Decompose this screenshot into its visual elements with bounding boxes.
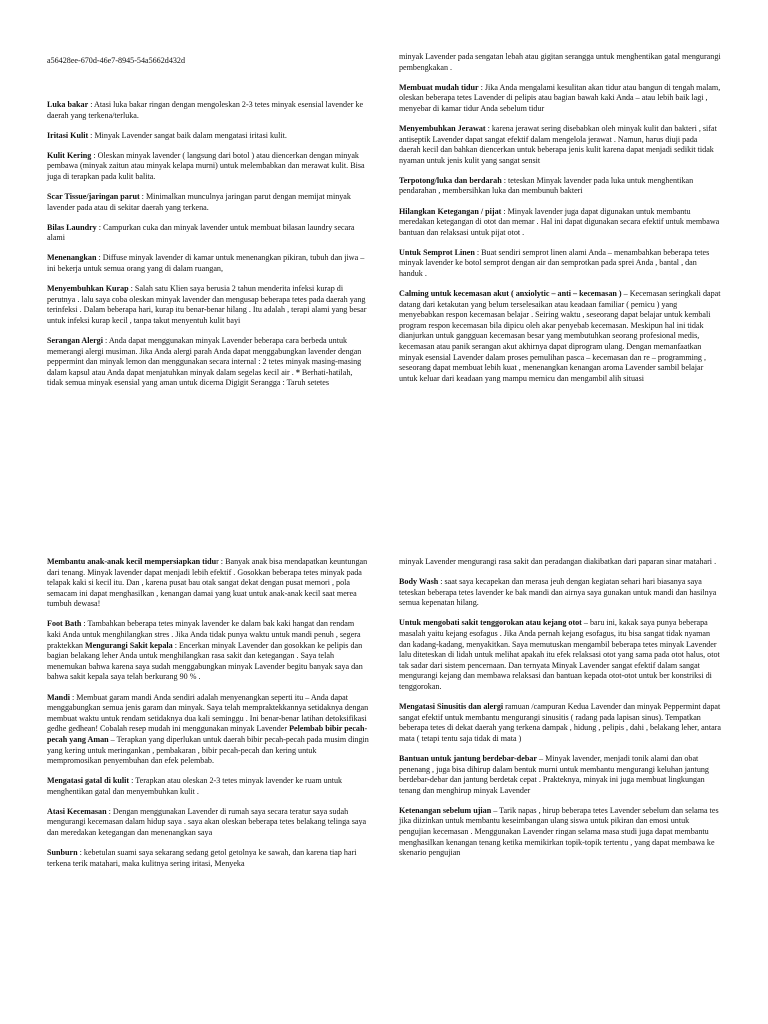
paragraph-heading: Atasi Kecemasan <box>47 806 107 816</box>
paragraph-heading-2: Pelembab bibir pecah-pecah yang Aman <box>47 724 368 744</box>
paragraph <box>47 192 369 213</box>
paragraph <box>47 131 369 142</box>
paragraph-heading: Mandi <box>47 692 70 702</box>
paragraph <box>399 52 721 73</box>
paragraph <box>47 693 369 767</box>
paragraph-text: : Tambahkan beberapa tetes minyak lavender ke dalam bak kaki hangat dan rendam kaki Anda untuk menghilangkan stres . Jika Anda tidak punya waktu untuk mandi penuh , segera praktekkan <box>47 619 361 650</box>
paragraph-heading-2: Mengurangi Sakit kepala <box>84 640 173 650</box>
paragraph-heading: Calming untuk kecemasan akut ( anxiolytic – anti – kecemasan ) <box>399 289 622 299</box>
paragraph <box>47 223 369 244</box>
paragraph-text: : Membuat garam mandi Anda sendiri adalah menyenangkan seperti itu – Anda dapat menggabungkan semua jenis garam dan minyak. Saya telah mempraktekkannya setidaknya dengan membuat waktu untuk rendam setidaknya dua kali seminggu . Ini benar-benar latihan detoksifikasi gedhe gedhean! Cobalah resep mudah ini menggunakan minyak Lavender <box>47 692 369 734</box>
paragraph-heading: Untuk mengobati sakit tenggorokan atau kejang otot <box>399 618 582 628</box>
paragraph-text: : Diffuse minyak lavender di kamar untuk menenangkan pikiran, tubuh dan jiwa – ini bekerja untuk semua orang yang di dalam ruangan, <box>47 253 365 274</box>
paragraph-text-2: Berhati-hatilah, tidak semua minyak esensial yang aman untuk dicerna Digigit Serangga : Taruh setetes <box>47 367 353 388</box>
paragraph-text: – Tarik napas , hirup beberapa tetes Lavender sebelum dan selama tes jika diizinkan untuk membantu keseimbangan ulang siswa untuk pikiran dan emosi untuk pengujian kecemasan . Menggunakan Lavender ringan selama masa studi juga dapat membantu menghasilkan kenangan tenang ketika memikirkan topik-topik tertentu , yang dapat membawa ke skenario pengujian <box>399 805 719 858</box>
paragraph <box>399 289 721 384</box>
paragraph-heading: Body Wash <box>399 577 439 587</box>
paragraph-heading: Mengatasi gatal di kulit <box>47 776 130 786</box>
paragraph-text: : Dengan menggunakan Lavender di rumah saya secara teratur saya sudah mengurangi kecemasan dalam hidup saya . saya akan oleskan beberapa tetes belakang telinga saya dan meredakan ketegangan dan menenangkan saya <box>47 806 367 838</box>
paragraph <box>399 618 721 692</box>
paragraph <box>399 124 721 166</box>
paragraph-heading: Mengatasi Sinusitis dan alergi <box>399 702 504 712</box>
paragraph-text: – baru ini, kakak saya punya beberapa masalah yaitu kejang esofagus . Jika Anda pernah kejang esofagus, itu bisa sangat tidak nyaman dan kadang-kadang, menyakitkan. Saya memutuskan mengambil beberapa tetes minyak Lavender lalu diteteskan di lidah untuk melihat apakah itu efek relaksasi otot yang sama pada otot halus, otot tak sadar dari sistem pencernaan. Dan ternyata Minyak Lavender sangat efektif dalam sangat mengurangi kejang dan membawa relaksasi dan bantuan kepada otot-otot untuk ber konstriksi di tenggorokan. <box>399 618 720 691</box>
paragraph <box>399 248 721 280</box>
paragraph-heading: Menyembuhkan Jerawat <box>399 123 486 133</box>
paragraph-heading-2: * <box>295 367 300 377</box>
paragraph <box>47 284 369 326</box>
paragraph-heading: Hilangkan Ketegangan / pijat <box>399 206 502 216</box>
paragraph-text: : Minyak Lavender sangat baik dalam mengatasi iritasi kulit. <box>88 130 287 140</box>
paragraph <box>47 336 369 389</box>
paragraph <box>47 100 369 121</box>
paragraph-text: minyak Lavender mengurangi rasa sakit dan peradangan diakibatkan dari paparan sinar matahari . <box>399 557 717 566</box>
paragraph-text: : Campurkan cuka dan minyak lavender untuk membuat bilasan laundry secara alami <box>47 222 355 243</box>
paragraph-text: : teteskan Minyak lavender pada luka untuk menghentikan pendarahan , membersihkan luka dan membunuh bakteri <box>399 175 694 196</box>
paragraph-text: : Atasi luka bakar ringan dengan mengoleskan 2-3 tetes minyak esensial lavender ke daerah yang terkena/terluka. <box>47 100 364 120</box>
paragraph-heading: Membuat mudah tidur <box>399 82 479 92</box>
paragraph-heading: Untuk Semprot Linen <box>399 247 475 257</box>
paragraph-heading: Luka bakar <box>47 100 89 109</box>
paragraph-text: minyak Lavender pada sengatan lebah atau gigitan serangga untuk menghentikan gatal mengurangi pembengkakan . <box>399 52 721 72</box>
paragraph-text-2: : Encerkan minyak Lavender dan gosokkan ke pelipis dan bagian belakang leher Anda untuk menghilangkan rasa sakit dan ketegangan . Saya telah menemukan bahwa karena saya sudah menggabungkan minyak Lavender begitu banyak saya dan bahwa sakit kepala saya telah berkurang 90 % . <box>47 640 363 682</box>
paragraph-heading: Menenangkan <box>47 253 97 263</box>
paragraph <box>399 577 721 609</box>
paragraph-text: : Salah satu Klien saya berusia 2 tahun menderita infeksi kurap di perutnya . lalu saya coba oleskan minyak lavender dan mengusap beberapa tetes pada daerah yang terinfeksi . Dalam beberapa hari, kurap itu benar-benar hilang . Itu adalah , terapi alami yang besar untuk infeksi kurap kecil , tanpa takut menyentuh kulit bayi <box>47 284 367 325</box>
paragraph <box>47 776 369 797</box>
paragraph <box>399 83 721 115</box>
paragraph-heading: Bilas Laundry <box>47 222 97 232</box>
paragraph-text: ramuan /campuran Kedua Lavender dan minyak Peppermint dapat sangat efektif untuk membantu mengurangi sinusitis ( radang pada lapisan sinus). Tempatkan beberapa tetes di dekat daerah yang terkena dampak , hidung , pelipis , dahi , belakang leher, antara mata ( tetapi tentu saja tidak di mata ) <box>399 702 721 743</box>
column-top-right <box>399 52 721 394</box>
paragraph <box>399 557 721 568</box>
paragraph <box>399 702 721 744</box>
paragraph-text: : saat saya kecapekan dan merasa jeuh dengan kegiatan sehari hari biasanya saya teteskan beberapa tetes lavender ke bak mandi dan airnya saya gunakan untuk mandi dan hasilnya semua kepenatan hilang. <box>399 577 717 608</box>
paragraph-text-2: – Terapkan yang diperlukan untuk daerah bibir pecah-pecah pada musim dingin yang kering untuk meringankan , pembakaran , bibir pecah-pecah dan kering untuk mempromosikan penyembuhan dan efek pelembab. <box>47 734 369 766</box>
paragraph-heading: Serangan Alergi <box>47 336 103 345</box>
paragraph <box>47 557 369 610</box>
column-bottom-right <box>399 557 721 868</box>
paragraph-heading: Terpotong/luka dan berdarah <box>399 175 502 185</box>
column-bottom-left <box>47 557 369 879</box>
paragraph-text: : Jika Anda mengalami kesulitan akan tidur atau bangun di tengah malam, oleskan beberapa tetes Lavender di pelipis atau bagian bawah kaki Anda – atau lebih baik lagi , menyebar di kamar tidur Anda sebelum tidur <box>399 82 721 113</box>
paragraph-heading: Scar Tissue/jaringan parut <box>47 192 140 202</box>
paragraph-text: r : Banyak anak bisa mendapatkan keuntungan dari tenang. Minyak lavender dapat menjadi lebih efektif . Gosokkan beberapa tetes minyak pada telapak kaki si kecil itu. Dan , karena pusat bau otak sangat dekat dengan pusat memori , pola semacam ini dapat menghasilkan , kenangan damai yang kuat untuk anak-anak kecil saat merea tumbuh dewasa! <box>47 557 368 609</box>
paragraph <box>47 807 369 839</box>
paragraph <box>399 207 721 239</box>
paragraph-text: : Minimalkan munculnya jaringan parut dengan memijat minyak lavender pada atau di sekitar daerah yang terkena. <box>47 192 351 212</box>
paragraph <box>399 806 721 859</box>
paragraph-text: : Buat sendiri semprot linen alami Anda – menambahkan beberapa tetes minyak lavender ke botol semprot dengan air dan semprotkan pada sprei Anda , bantal , dan handuk . <box>399 247 710 278</box>
paragraph-text: – Minyak lavender, menjadi tonik alami dan obat penenang , juga bisa dihirup dalam bentuk murni untuk membantu mengurangi keluhan jantung berdebar-debar dan jantung berdetak cepat . Prakteknya, minyak ini juga membuat lingkungan tenang dan menghirup minyak Lavender <box>399 753 709 795</box>
paragraph-heading: Bantuan untuk jantung berdebar-debar <box>399 753 538 763</box>
paragraph <box>399 754 721 796</box>
paragraph <box>47 253 369 274</box>
paragraph-text: : Terapkan atau oleskan 2-3 tetes minyak lavender ke ruam untuk menghentikan gatal dan menyembuhkan kulit . <box>47 776 343 796</box>
paragraph-heading: Kulit Kering <box>47 150 92 160</box>
paragraph-heading: Menyembuhkan Kurap <box>47 284 129 294</box>
paragraph-text: – Kecemasan seringkali dapat datang dari ketakutan yang belum terselesaikan atau keadaan familiar ( pemicu ) yang menyebabkan respon kecemasan belajar . Seiring waktu , seseorang dapat belajar untuk kembali program respon kecemasan bila dipicu oleh akar penyebab kecemasan. Meskipun hal ini tidak dianjurkan untuk gangguan kecemasan besar yang membutuhkan seorang profesional medis, kecemasan atau panik serangan akut akhirnya dapat diprogram ulang. Dengan memanfaatkan minyak esensial Lavender dalam proses pemulihan pasca – kecemasan dan re – programming , seseorang dapat membuat lebih kuat , menenangkan kenangan aroma Lavender sambil belajar untuk keluar dari keadaan yang mampu memicu dan mengambil alih situasi <box>399 289 721 383</box>
paragraph-text: : Minyak lavender juga dapat digunakan untuk membantu meredakan ketegangan di otot dan memar . Hal ini dapat digunakan secara efektif untuk membawa bantuan dan relaksasi untuk pijat otot . <box>399 206 720 237</box>
paragraph-text: : karena jerawat sering disebabkan oleh minyak kulit dan bakteri , sifat antiseptik Lavender dapat sangat efektif dalam mengelola jerawat . Namun, harus diuji pada daerah kecil dan bahkan diencerkan untuk beberapa jenis kulit karena dapat menjadi sedikit tidak nyaman untuk jenis kulit yang sangat sensit <box>399 123 717 165</box>
paragraph <box>399 176 721 197</box>
paragraph-heading: Iritasi Kulit <box>47 130 89 140</box>
paragraph-text: : Anda dapat menggunakan minyak Lavender beberapa cara berbeda untuk memerangi alergi musiman. Jika Anda alergi parah Anda dapat menggabungkan lavender dengan peppermint dan minyak lemon dan menggunakan secara internal : 2 tetes minyak masing-masing dalam kapsul atau Anda dapat menjatuhkan minyak dalam segelas kecil air . <box>47 336 362 377</box>
paragraph-text: : Oleskan minyak lavender ( langsung dari botol ) atau diencerkan dengan minyak pembawa (minyak zaitun atau minyak kelapa murni) untuk melembabkan dan merawat kulit. Bisa juga di terapkan pada kulit balita. <box>47 150 365 181</box>
document-id: a56428ee-670d-46e7-8945-54a5662d432d <box>47 56 186 65</box>
paragraph-heading: Foot Bath <box>47 619 82 629</box>
column-top-left <box>47 100 369 398</box>
paragraph-heading: Ketenangan sebelum ujian <box>399 805 492 815</box>
paragraph-heading: Sunburn <box>47 848 78 858</box>
paragraph <box>47 848 369 869</box>
paragraph-heading: Membantu anak-anak kecil mempersiapkan tidu <box>47 557 217 566</box>
paragraph <box>47 151 369 183</box>
paragraph-text: : kebetulan suami saya sekarang sedang getol getolnya ke sawah, dan karena tiap hari terkena terik matahari, maka kulitnya sering iritasi, Menyeka <box>47 848 357 868</box>
paragraph <box>47 619 369 683</box>
